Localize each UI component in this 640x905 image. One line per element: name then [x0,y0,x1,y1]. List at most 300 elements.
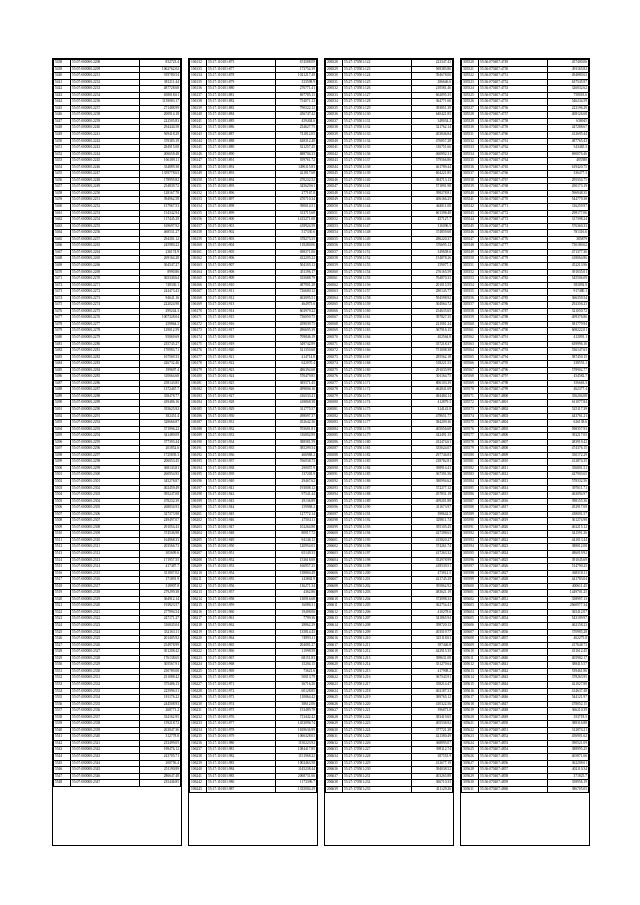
cadastral-number-cell: 55:36:070407:4825 [479,557,548,564]
cadastral-number-cell: 55:36:070407:4759 [479,125,548,132]
row-number-cell: 305558 [462,308,479,315]
cadastral-number-cell: 55:27:170501:204 [343,596,412,603]
row-number-cell: 206619 [326,655,343,662]
cadastral-number-cell: 55:07:000000:2272 [71,289,140,296]
value-cell: 498097.37 [276,413,317,420]
row-number-cell: 206634 [326,753,343,760]
cadastral-number-cell: 55:27:170501:221 [343,708,412,715]
cadastral-number-cell: 55:07:000000:2305 [71,505,140,512]
value-cell: 7799.36 [276,616,317,623]
cadastral-number-cell: 55:07:000000:2271 [71,282,140,289]
value-cell: 1496115.83 [276,164,317,171]
row-number-cell: 206609 [326,590,343,597]
row-number-cell: 305598 [462,570,479,577]
value-cell: 129012.59 [140,328,181,335]
value-cell: 327373.98 [140,511,181,518]
value-cell: 173754.39 [276,66,317,73]
row-number-cell: 305533 [462,145,479,152]
cadastral-number-cell: 55:17:110101:948 [207,531,276,538]
row-number-cell: 5489 [54,393,71,400]
row-number-cell: 305606 [462,623,479,630]
row-number-cell: 106159 [190,236,207,243]
value-cell: 403519.77 [412,629,453,636]
value-cell: 441013.44 [548,537,589,544]
cadastral-number-cell: 55:36:070407:4775 [479,230,548,237]
cadastral-number-cell: 55:17:110101:960 [207,609,276,616]
row-number-cell: 305591 [462,524,479,531]
row-number-cell: 305551 [462,262,479,269]
row-number-cell: 106210 [190,570,207,577]
cadastral-number-cell: 55:07:000000:2295 [71,439,140,446]
row-number-cell: 5536 [54,701,71,708]
value-cell: 178995.82 [140,177,181,184]
row-number-cell: 5504 [54,492,71,499]
value-cell: 464811.08 [412,204,453,211]
value-cell: 1021217.49 [276,73,317,80]
value-cell: 1372467.7 [140,387,181,394]
value-cell: 358956.19 [548,780,589,787]
cadastral-number-cell: 55:17:110101:910 [207,282,276,289]
value-cell: 313715.68 [276,210,317,217]
value-cell: 370985.28 [548,629,589,636]
cadastral-number-cell: 55:36:070407:4853 [479,740,548,747]
row-number-cell: 206552 [326,217,343,224]
row-number-cell: 206536 [326,112,343,119]
cadastral-number-cell: 55:17:110101:880 [207,86,276,93]
cadastral-number-cell: 55:17:110101:950 [207,544,276,551]
value-cell: 222505.83 [140,118,181,125]
cadastral-number-cell: 55:07:000000:2255 [71,223,140,230]
row-number-cell: 305569 [462,380,479,387]
cadastral-number-cell: 55:17:110101:931 [207,420,276,427]
row-number-cell: 106168 [190,295,207,302]
value-cell: 38612.06 [276,701,317,708]
cadastral-number-cell: 55:36:070407:4807 [479,439,548,446]
cadastral-number-cell: 55:36:070407:4848 [479,708,548,715]
cadastral-number-cell: 55:07:000000:2304 [71,498,140,505]
row-number-cell: 5547 [54,773,71,780]
row-number-cell: 5484 [54,361,71,368]
row-number-cell: 106236 [190,740,207,747]
row-number-cell: 305561 [462,328,479,335]
cadastral-number-cell: 55:17:110101:906 [207,256,276,263]
value-cell: 581779.94 [548,321,589,328]
cadastral-number-cell: 55:36:070407:4784 [479,289,548,296]
cadastral-number-cell: 55:17:110101:945 [207,511,276,518]
row-number-cell: 206556 [326,243,343,250]
cadastral-number-cell: 55:07:000000:2310 [71,537,140,544]
row-number-cell: 305565 [462,354,479,361]
cadastral-number-cell: 55:36:070407:4806 [479,433,548,440]
cadastral-number-cell: 55:36:070407:4765 [479,164,548,171]
value-cell: 402564.8 [412,334,453,341]
registry-page [52,58,590,846]
row-number-cell: 5537 [54,708,71,715]
value-cell: 487728.68 [140,86,181,93]
cadastral-number-cell: 55:17:110101:875 [207,60,276,67]
cadastral-number-cell: 55:27:170501:153 [343,262,412,269]
value-cell: 411129.26 [412,786,453,793]
row-number-cell: 106234 [190,727,207,734]
value-cell: 206053.45 [140,459,181,466]
row-number-cell: 106172 [190,321,207,328]
row-number-cell: 206586 [326,439,343,446]
row-number-cell: 5506 [54,505,71,512]
cadastral-number-cell: 55:27:170501:189 [343,498,412,505]
value-cell: 417908.2 [412,668,453,675]
row-number-cell: 305615 [462,681,479,688]
value-cell: 421380.49 [412,734,453,741]
value-cell: 470710.34 [276,197,317,204]
cadastral-number-cell: 55:36:070407:4831 [479,596,548,603]
row-number-cell: 305627 [462,760,479,767]
cadastral-number-cell: 55:07:000000:2236 [71,99,140,106]
cadastral-number-cell: 55:27:170501:141 [343,184,412,191]
cadastral-number-cell: 55:27:170501:149 [343,236,412,243]
row-number-cell: 5462 [54,217,71,224]
row-number-cell: 5491 [54,406,71,413]
cadastral-number-cell: 55:36:070407:4754 [479,92,548,99]
row-number-cell: 206607 [326,577,343,584]
row-number-cell: 206620 [326,662,343,669]
value-cell: 376695.13 [412,243,453,250]
row-number-cell: 206603 [326,551,343,558]
row-number-cell: 5448 [54,125,71,132]
value-cell: 457400.06 [548,60,589,67]
value-cell: 348034.2 [412,118,453,125]
cadastral-number-cell: 55:27:170501:144 [343,204,412,211]
value-cell: 258143.85 [140,380,181,387]
value-cell: 806103.39 [412,380,453,387]
value-cell: 280145.77 [412,289,453,296]
row-number-cell: 106190 [190,439,207,446]
value-cell: 362208.01 [548,760,589,767]
value-cell: 396873.8 [412,708,453,715]
row-number-cell: 305586 [462,492,479,499]
cadastral-number-cell: 55:36:070407:4847 [479,701,548,708]
cadastral-number-cell: 55:07:000000:2312 [71,551,140,558]
value-cell: 374546.98 [140,531,181,538]
cadastral-number-cell: 55:07:000000:2264 [71,249,140,256]
cadastral-number-cell: 55:17:110101:959 [207,603,276,610]
row-number-cell: 5457 [54,184,71,191]
row-number-cell: 5482 [54,348,71,355]
row-number-cell: 106160 [190,243,207,250]
value-cell: 367543.91 [412,675,453,682]
row-number-cell: 5530 [54,662,71,669]
row-number-cell: 305585 [462,485,479,492]
value-cell: 418924.59 [276,223,317,230]
value-cell: 447288.67 [548,125,589,132]
value-cell: 790522.12 [276,105,317,112]
cadastral-number-cell: 55:36:070407:4751 [479,73,548,80]
value-cell: 94641.16 [140,295,181,302]
value-cell: 411673.97 [412,505,453,512]
cadastral-number-cell: 55:36:070407:4855 [479,753,548,760]
value-cell: 371825.7 [548,773,589,780]
row-number-cell: 5485 [54,367,71,374]
value-cell: 1062762.02 [140,66,181,73]
value-cell: 135814.43 [276,629,317,636]
row-number-cell: 106166 [190,282,207,289]
value-cell: 637545.97 [548,79,589,86]
value-cell: 443761.21 [548,413,589,420]
row-number-cell: 5513 [54,551,71,558]
row-number-cell: 206534 [326,99,343,106]
row-number-cell: 5525 [54,629,71,636]
value-cell: 412677.19 [412,760,453,767]
value-cell: 388995.25 [548,747,589,754]
row-number-cell: 206629 [326,721,343,728]
table-column-1 [52,58,182,846]
value-cell: 127772.14 [276,511,317,518]
cadastral-number-cell: 55:17:110101:902 [207,230,276,237]
cadastral-number-cell: 55:07:000000:2293 [71,426,140,433]
row-number-cell: 5486 [54,374,71,381]
value-cell: 47504.11 [276,518,317,525]
row-number-cell: 305531 [462,132,479,139]
cadastral-number-cell: 55:07:000000:2292 [71,420,140,427]
value-cell: 298177.06 [548,210,589,217]
value-cell: 639996.16 [548,341,589,348]
value-cell: 543465.5 [548,145,589,152]
row-number-cell: 305521 [462,66,479,73]
row-number-cell: 305599 [462,577,479,584]
value-cell: 406658.48 [140,151,181,158]
row-number-cell: 305595 [462,551,479,558]
row-number-cell: 5476 [54,308,71,315]
row-number-cell: 106206 [190,544,207,551]
cadastral-number-cell: 55:07:000000:2280 [71,341,140,348]
cadastral-number-cell: 55:17:110101:924 [207,374,276,381]
cadastral-number-cell: 55:27:170501:200 [343,570,412,577]
cadastral-number-cell: 55:07:000000:2291 [71,413,140,420]
value-cell: 713442.42 [276,714,317,721]
value-cell: 457127.7 [412,217,453,224]
cadastral-number-cell: 55:36:070407:4799 [479,387,548,394]
value-cell: 233499.05 [140,740,181,747]
cadastral-number-cell: 55:36:070407:4758 [479,118,548,125]
row-number-cell: 206581 [326,406,343,413]
value-cell: 517330.6 [276,230,317,237]
row-number-cell: 305614 [462,675,479,682]
value-cell: 466968.2 [276,452,317,459]
value-cell: 674588.09 [276,60,317,67]
cadastral-number-cell: 55:27:170501:129 [343,105,412,112]
value-cell: 463095.51 [276,295,317,302]
row-number-cell: 305596 [462,557,479,564]
row-number-cell: 305550 [462,256,479,263]
cadastral-number-cell: 55:07:000000:2274 [71,302,140,309]
cadastral-number-cell: 55:07:000000:2294 [71,433,140,440]
value-cell: 709846.19 [276,334,317,341]
table-row [54,780,181,787]
cadastral-number-cell: 55:07:000000:2329 [71,662,140,669]
value-cell: 395105.45 [412,524,453,531]
cadastral-number-cell: 55:07:000000:2279 [71,334,140,341]
value-cell: 254635.65 [412,308,453,315]
value-cell: 356801.51 [548,465,589,472]
cadastral-number-cell: 55:36:070407:4795 [479,361,548,368]
value-cell: 377721.38 [412,727,453,734]
value-cell: 619420.75 [548,164,589,171]
value-cell: 110864.42 [276,695,317,702]
value-cell: 758018.6 [548,92,589,99]
row-number-cell: 5519 [54,590,71,597]
row-number-cell: 106173 [190,328,207,335]
cadastral-number-cell: 55:27:170501:123 [343,66,412,73]
row-number-cell: 5511 [54,537,71,544]
cadastral-number-cell: 55:07:000000:2286 [71,380,140,387]
cadastral-number-cell: 55:27:170501:170 [343,374,412,381]
cadastral-number-cell: 55:07:000000:2299 [71,465,140,472]
cadastral-number-cell: 55:27:170501:165 [343,341,412,348]
cadastral-number-cell: 55:36:070407:4854 [479,747,548,754]
cadastral-number-cell: 55:27:170501:217 [343,681,412,688]
value-cell: 380994.62 [412,479,453,486]
cadastral-number-cell: 55:27:170501:192 [343,518,412,525]
cadastral-number-cell: 55:07:000000:2314 [71,564,140,571]
value-cell: 414714.8 [276,354,317,361]
row-number-cell: 305570 [462,387,479,394]
cadastral-number-cell: 55:07:000000:2313 [71,557,140,564]
value-cell: 73621.6 [276,668,317,675]
cadastral-number-cell: 55:27:170501:160 [343,308,412,315]
cadastral-number-cell: 55:07:000000:2332 [71,681,140,688]
row-number-cell: 106207 [190,551,207,558]
value-cell: 705691.81 [276,426,317,433]
row-number-cell: 5438 [54,60,71,67]
value-cell: 484484.14 [412,393,453,400]
row-number-cell: 5477 [54,315,71,322]
value-cell: 193008.12 [276,485,317,492]
value-cell: 316751.66 [412,145,453,152]
row-number-cell: 5541 [54,734,71,741]
value-cell: 254839.72 [140,184,181,191]
cadastral-number-cell: 55:36:070407:4800 [479,393,548,400]
row-number-cell: 106205 [190,537,207,544]
value-cell: 405056.68 [412,426,453,433]
cadastral-number-cell: 55:17:110101:903 [207,236,276,243]
row-number-cell: 305625 [462,747,479,754]
cadastral-number-cell: 55:17:110101:979 [207,734,276,741]
row-number-cell: 5453 [54,158,71,165]
cadastral-number-cell: 55:36:070407:4857 [479,767,548,774]
row-number-cell: 305623 [462,734,479,741]
cadastral-number-cell: 55:36:070407:4833 [479,609,548,616]
row-number-cell: 5535 [54,695,71,702]
row-number-cell: 5473 [54,289,71,296]
value-cell: 65149.33 [276,551,317,558]
cadastral-number-cell: 55:36:070407:4820 [479,524,548,531]
value-cell: 421817.68 [276,171,317,178]
cadastral-number-cell: 55:17:110101:927 [207,393,276,400]
value-cell: 351279.64 [412,662,453,669]
row-number-cell: 206547 [326,184,343,191]
row-number-cell: 206612 [326,609,343,616]
value-cell: 368895.07 [412,740,453,747]
cadastral-number-cell: 55:07:000000:2315 [71,570,140,577]
value-cell: 402215.12 [548,524,589,531]
value-cell: 386705.05 [548,786,589,793]
value-cell: 341865.94 [412,616,453,623]
cadastral-number-cell: 55:17:110101:893 [207,171,276,178]
value-cell: 417648.73 [548,642,589,649]
value-cell: 405871.66 [548,753,589,760]
value-cell: 388012.08 [548,544,589,551]
row-number-cell: 5509 [54,524,71,531]
value-cell: 193823.57 [140,603,181,610]
cadastral-number-cell: 55:07:000000:2239 [71,118,140,125]
cadastral-number-cell: 55:36:070407:4809 [479,452,548,459]
value-cell: 68151.83 [276,655,317,662]
value-cell: 408126.68 [548,112,589,119]
cadastral-number-cell: 55:27:170501:152 [343,256,412,263]
cadastral-number-cell: 55:36:070407:4797 [479,374,548,381]
value-cell: 454582.7 [548,374,589,381]
row-number-cell: 305622 [462,727,479,734]
cadastral-number-cell: 55:36:070407:4823 [479,544,548,551]
row-number-cell: 5517 [54,577,71,584]
cadastral-number-cell: 55:07:000000:2319 [71,596,140,603]
cadastral-number-cell: 55:27:170501:180 [343,439,412,446]
value-cell: 245980.22 [140,243,181,250]
cadastral-number-cell: 55:36:070407:4771 [479,204,548,211]
value-cell: 402459.49 [140,485,181,492]
row-number-cell: 305579 [462,446,479,453]
value-cell: 487765.43 [548,138,589,145]
row-number-cell: 106147 [190,158,207,165]
cadastral-number-cell: 55:27:170501:207 [343,616,412,623]
value-cell: 1453096.74 [276,721,317,728]
cadastral-number-cell: 55:07:000000:2273 [71,295,140,302]
cadastral-number-cell: 55:07:000000:2318 [71,590,140,597]
value-cell: 225996.51 [140,688,181,695]
cadastral-number-cell: 55:07:000000:2343 [71,753,140,760]
cadastral-number-cell: 55:36:070407:4786 [479,302,548,309]
row-number-cell: 305611 [462,655,479,662]
cadastral-number-cell: 55:17:110101:908 [207,269,276,276]
row-number-cell: 5488 [54,387,71,394]
row-number-cell: 305534 [462,151,479,158]
value-cell: 491165.82 [548,66,589,73]
value-cell: 1084417.85 [276,747,317,754]
cadastral-number-cell: 55:27:170501:219 [343,695,412,702]
value-cell: 498371.06 [276,249,317,256]
cadastral-number-cell: 55:07:000000:2270 [71,276,140,283]
value-cell: 628312.48 [276,138,317,145]
value-cell: 286220.37 [412,236,453,243]
cadastral-number-cell: 55:07:000000:2333 [71,688,140,695]
row-number-cell: 106182 [190,387,207,394]
value-cell: 377393.44 [140,439,181,446]
row-number-cell: 305593 [462,537,479,544]
value-cell: 284915.08 [140,145,181,152]
row-number-cell: 206548 [326,190,343,197]
row-number-cell: 206592 [326,479,343,486]
row-number-cell: 106148 [190,164,207,171]
row-number-cell: 206563 [326,289,343,296]
value-cell: 459039.75 [276,321,317,328]
row-number-cell: 206622 [326,675,343,682]
row-number-cell: 305609 [462,642,479,649]
row-number-cell: 106235 [190,734,207,741]
row-number-cell: 206549 [326,197,343,204]
row-number-cell: 305542 [462,204,479,211]
row-number-cell: 305545 [462,223,479,230]
value-cell: 366210.39 [548,708,589,715]
row-number-cell: 106141 [190,118,207,125]
